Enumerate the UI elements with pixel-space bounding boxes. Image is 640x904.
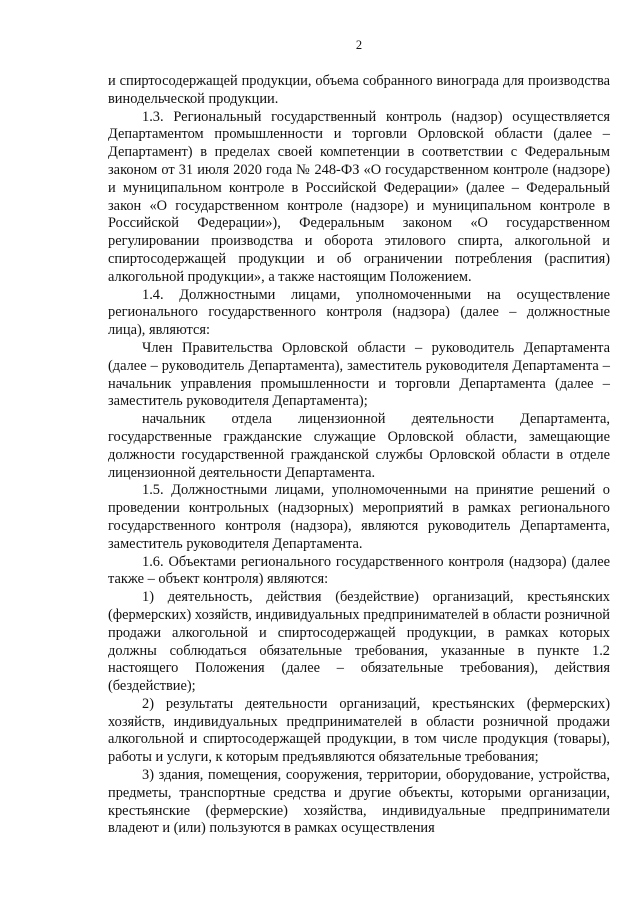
paragraph-official-head: Член Правительства Орловской области – руководитель Департамента (далее – руководитель Департамента), заместитель руководителя Департамента – начальник управления промышленности и торговли Департамента (далее – заместитель руководителя Департамента); <box>108 339 610 410</box>
page-number: 2 <box>355 38 363 52</box>
paragraph-1-6: 1.6. Объектами регионального государственного контроля (надзора) (далее также – объект контроля) являются: <box>108 553 610 588</box>
paragraph-official-department: начальник отдела лицензионной деятельности Департамента, государственные гражданские служащие Орловской области, замещающие должности государственной гражданской службы Орловской области в отделе лицензионной деятельности Департамента. <box>108 411 610 481</box>
list-item-2: 2) результаты деятельности организаций, крестьянских (фермерских) хозяйств, индивидуальных предпринимателей в области розничной продажи алкогольной и спиртосодержащей продукции, в том числе продукция (товары), работы и услуги, к которым предъявляются обязательные требования; <box>108 695 610 766</box>
list-item-3: 3) здания, помещения, сооружения, территории, оборудование, устройства, предметы, транспортные средства и другие объекты, которыми организации, крестьянские (фермерские) хозяйства, индивидуальные предприниматели владеют и (или) пользуются в рамках осуществления <box>108 767 610 837</box>
list-item-1: 1) деятельность, действия (бездействие) организаций, крестьянских (фермерских) хозяйств, индивидуальных предпринимателей в области розничной продажи алкогольной и спиртосодержащей продукции, в рамках которых должны соблюдаться обязательные требования, указанные в пункте 1.2 настоящего Положения (далее – обязательные требования), действия (бездействие); <box>108 589 610 695</box>
paragraph-continuation: и спиртосодержащей продукции, объема собранного винограда для производства винодельческой продукции. <box>108 73 610 107</box>
paragraph-1-3: 1.3. Региональный государственный контроль (надзор) осуществляется Департаментом промышленности и торговли Орловской области (далее – Департамент) в пределах своей компетенции в соответствии с Федеральным законом от 31 июля 2020 года № 248-ФЗ «О государственном контроле (надзоре) и муниципальном контроле в Российской Федерации» (далее – Федеральный закон «О государственном контроле (надзоре) и муниципальном контроле в Российской Федерации»), Федеральным законом «О государственном регулировании производства и оборота этилового спирта, алкогольной и спиртосодержащей продукции и об ограничении потребления (распития) алкогольной продукции», а также настоящим Положением. <box>108 108 610 285</box>
paragraph-1-5: 1.5. Должностными лицами, уполномоченными на принятие решений о проведении контрольных (надзорных) мероприятий в рамках регионального государственного контроля (надзора), являются руководитель Департамента, заместитель руководителя Департамента. <box>108 482 610 552</box>
paragraph-1-4: 1.4. Должностными лицами, уполномоченными на осуществление регионального государственного контроля (надзора) (далее – должностные лица), являются: <box>108 286 610 339</box>
